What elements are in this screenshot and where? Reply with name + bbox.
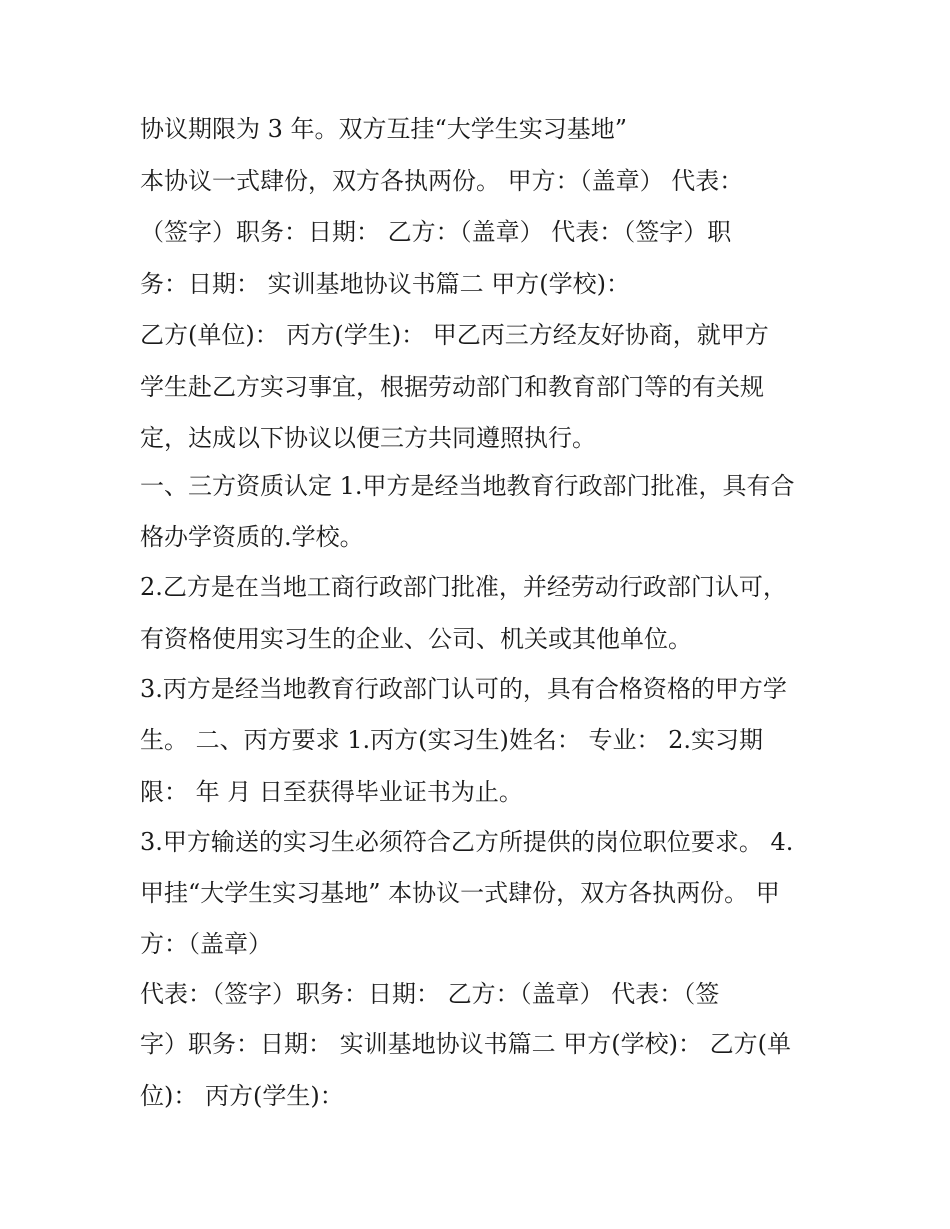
text-line: 甲挂“大学生实习基地” 本协议一式肆份，双方各执两份。 甲 — [140, 879, 780, 907]
text-line: 本协议一式肆份，双方各执两份。 甲方：（盖章） 代表： — [140, 167, 744, 195]
text-line: 乙方(单位)： 丙方(学生)： 甲乙丙三方经友好协商，就甲方 — [140, 321, 769, 349]
text-line: 限： 年 月 日至获得毕业证书为止。 — [140, 778, 523, 806]
text-line: 方：（盖章） — [140, 930, 272, 958]
text-line: 位)： 丙方(学生)： — [140, 1082, 344, 1110]
text-line: 2.乙方是在当地工商行政部门批准，并经劳动行政部门认可， — [140, 573, 787, 601]
text-line: 代表：（签字）职务：日期： 乙方：（盖章） 代表：（签 — [140, 980, 720, 1008]
text-line: 务：日期： 实训基地协议书篇二 甲方(学校)： — [140, 270, 630, 298]
text-line: 3.甲方输送的实习生必须符合乙方所提供的岗位职位要求。 4. — [140, 828, 794, 856]
text-line: 字）职务：日期： 实训基地协议书篇二 甲方(学校)： 乙方(单 — [140, 1030, 791, 1058]
text-line: 3.丙方是经当地教育行政部门认可的，具有合格资格的甲方学 — [140, 675, 787, 703]
text-line: 一、三方资质认定 1.甲方是经当地教育行政部门批准，具有合 — [140, 472, 795, 500]
text-line: 生。 二、丙方要求 1.丙方(实习生)姓名： 专业： 2.实习期 — [140, 726, 764, 754]
text-line: 定，达成以下协议以便三方共同遵照执行。 — [140, 424, 596, 452]
text-line: （签字）职务：日期： 乙方：（盖章） 代表：（签字）职 — [140, 218, 732, 246]
text-line: 协议期限为 3 年。双方互挂“大学生实习基地” — [140, 115, 628, 143]
text-line: 有资格使用实习生的企业、公司、机关或其他单位。 — [140, 625, 692, 653]
text-line: 学生赴乙方实习事宜，根据劳动部门和教育部门等的有关规 — [140, 373, 764, 401]
text-line: 格办学资质的.学校。 — [140, 523, 364, 551]
